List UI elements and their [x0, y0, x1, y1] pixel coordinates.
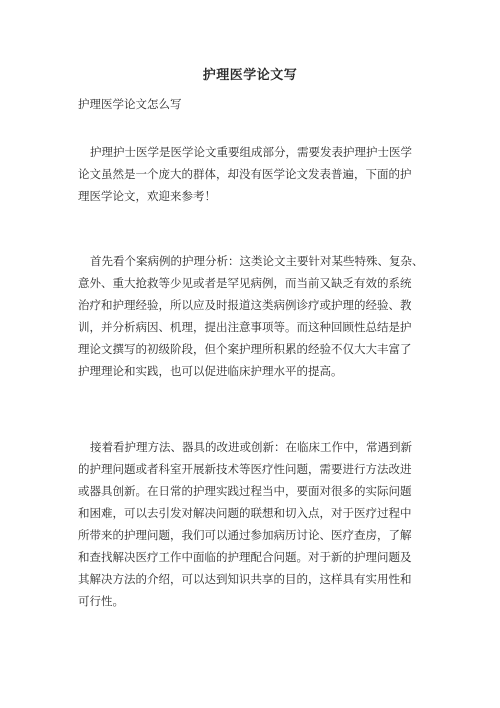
paragraph-line: 接着看护理方法、器具的改进或创新：在临床工作中，常遇到新 [90, 440, 412, 454]
paragraph-line: 论文虽然是一个庞大的群体，却没有医学论文发表普遍，下面的护 [78, 167, 412, 181]
paragraph-line: 理论文撰写的初级阶段，但个案护理所积累的经验不仅大大丰富了 [78, 342, 412, 356]
paragraph-1 [78, 141, 426, 207]
document-title: 护理医学论文写 [202, 68, 298, 83]
paragraph-line: 所带来的护理问题，我们可以通过参加病历讨论、医疗查房，了解 [78, 528, 412, 542]
paragraph-line: 理医学论文，欢迎来参考！ [78, 189, 216, 203]
paragraph-line: 护理护士医学是医学论文重要组成部分，需要发表护理护士医学 [90, 145, 412, 159]
paragraph-line: 或器具创新。在日常的护理实践过程当中，要面对很多的实际问题 [78, 484, 412, 498]
document-subtitle: 护理医学论文怎么写 [78, 97, 182, 111]
paragraph-line: 可行性。 [78, 594, 124, 608]
paragraph-line: 其解决方法的介绍，可以达到知识共享的目的，这样具有实用性和 [78, 572, 412, 586]
paragraph-line: 治疗和护理经验，所以应及时报道这类病例诊疗或护理的经验、教 [78, 298, 412, 312]
paragraph-line: 首先看个案病例的护理分析：这类论文主要针对某些特殊、复杂、 [90, 254, 424, 268]
paragraph-line: 训，并分析病因、机理，提出注意事项等。而这种回顾性总结是护 [78, 320, 412, 334]
paragraph-line: 意外、重大抢救等少见或者是罕见病例，而当前又缺乏有效的系统 [78, 276, 412, 290]
paragraph-line: 和查找解决医疗工作中面临的护理配合问题。对于新的护理问题及 [78, 550, 412, 564]
paragraph-3 [78, 436, 426, 612]
paragraph-line: 和困难，可以去引发对解决问题的联想和切入点，对于医疗过程中 [78, 506, 412, 520]
paragraph-line: 护理理论和实践，也可以促进临床护理水平的提高。 [78, 364, 343, 378]
paragraph-2 [78, 250, 426, 382]
paragraph-line: 的护理问题或者科室开展新技术等医疗性问题，需要进行方法改进 [78, 462, 412, 476]
